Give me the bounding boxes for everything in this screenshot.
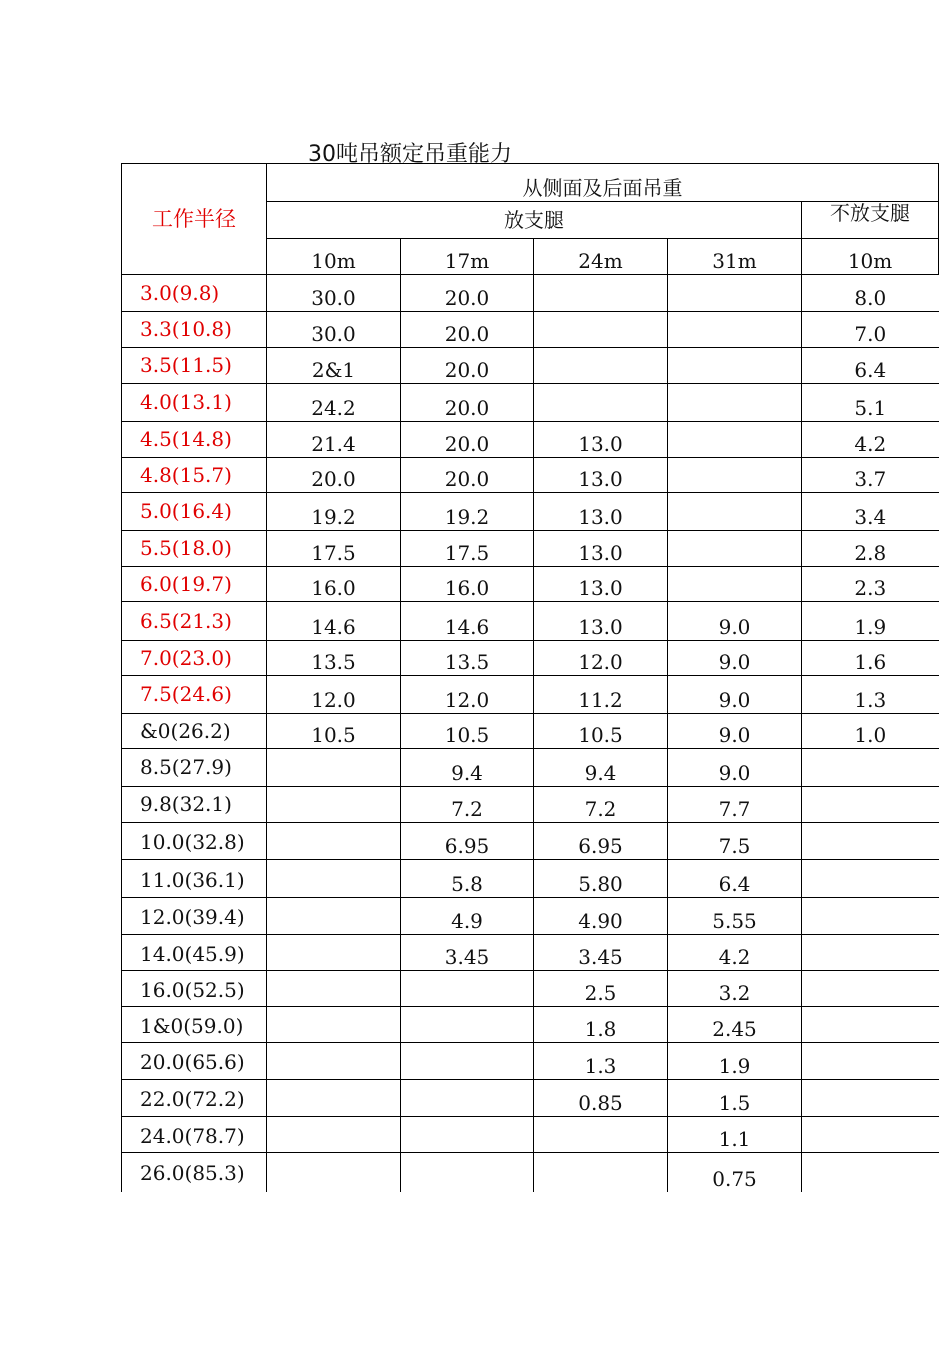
capacity-cell: 9.0 [668,714,802,749]
capacity-cell: 12.0 [267,676,401,714]
capacity-cell: 14.6 [267,602,401,641]
table-row [122,312,939,348]
capacity-cell: 4.9 [401,898,534,935]
radius-cell [122,935,267,971]
capacity-cell [267,1153,401,1192]
capacity-cell [401,971,534,1007]
capacity-cell [668,312,802,348]
capacity-cell: 5.8 [401,860,534,898]
radius-cell [122,275,267,312]
radius-cell [122,384,267,422]
capacity-cell [802,860,939,898]
boom-length-24m: 24m [534,239,668,275]
capacity-cell: 2.8 [802,531,939,567]
capacity-cell: 5.80 [534,860,668,898]
radius-cell [122,422,267,458]
radius-value: 8.5(27.9) [140,755,232,779]
lift-direction-header: 从侧面及后面吊重 [267,164,939,202]
capacity-cell [267,971,401,1007]
radius-cell [122,971,267,1007]
capacity-cell [802,749,939,787]
radius-value: 20.0(65.6) [140,1050,245,1074]
capacity-cell: 13.5 [401,641,534,676]
capacity-cell: 9.4 [534,749,668,787]
capacity-cell [401,1007,534,1043]
radius-value: 12.0(39.4) [140,905,245,929]
capacity-cell: 9.0 [668,602,802,641]
capacity-cell: 20.0 [267,458,401,493]
capacity-cell: 16.0 [267,567,401,602]
capacity-cell: 0.85 [534,1080,668,1117]
capacity-cell [668,531,802,567]
capacity-cell: 12.0 [534,641,668,676]
radius-value: 6.0(19.7) [140,571,232,596]
capacity-cell: 6.4 [802,348,939,384]
table-row [122,860,939,898]
boom-length-10m: 10m [267,239,401,275]
capacity-cell: 3.45 [534,935,668,971]
capacity-cell [802,823,939,860]
boom-length-17m: 17m [401,239,534,275]
capacity-cell: 10.5 [534,714,668,749]
capacity-cell [401,1117,534,1153]
capacity-cell: 6.95 [401,823,534,860]
capacity-cell: 5.1 [802,384,939,422]
table-row [122,531,939,567]
capacity-cell [267,860,401,898]
capacity-cell: 17.5 [401,531,534,567]
capacity-cell: 10.5 [401,714,534,749]
table-row [122,971,939,1007]
capacity-cell [802,971,939,1007]
radius-cell [122,531,267,567]
capacity-cell [802,935,939,971]
capacity-cell: 19.2 [401,493,534,531]
capacity-cell: 13.0 [534,458,668,493]
radius-cell [122,1117,267,1153]
capacity-cell [267,935,401,971]
radius-value: &0(26.2) [140,718,231,743]
capacity-cell: 21.4 [267,422,401,458]
capacity-cell [668,458,802,493]
no-outrigger-header: 不放支腿 [802,202,939,239]
capacity-cell: 20.0 [401,422,534,458]
radius-cell [122,714,267,749]
capacity-cell [802,787,939,823]
radius-value: 26.0(85.3) [140,1161,245,1186]
capacity-cell [668,493,802,531]
capacity-cell: 30.0 [267,275,401,312]
capacity-cell: 13.0 [534,493,668,531]
radius-value: 14.0(45.9) [140,941,245,966]
radius-value: 11.0(36.1) [140,867,245,892]
capacity-cell: 2.5 [534,971,668,1007]
radius-value: 7.5(24.6) [140,682,232,706]
radius-cell [122,898,267,935]
capacity-cell: 9.0 [668,676,802,714]
capacity-cell: 2.45 [668,1007,802,1043]
capacity-cell [534,312,668,348]
capacity-cell: 20.0 [401,458,534,493]
radius-value: 1&0(59.0) [140,1013,244,1038]
capacity-cell [802,1080,939,1117]
capacity-cell: 9.0 [668,641,802,676]
radius-value: 7.0(23.0) [140,645,232,670]
capacity-cell: 14.6 [401,602,534,641]
radius-value: 5.0(16.4) [140,499,232,523]
capacity-cell: 2.3 [802,567,939,602]
capacity-cell [534,275,668,312]
capacity-cell: 13.5 [267,641,401,676]
table-row [122,1007,939,1043]
capacity-cell [668,384,802,422]
capacity-cell: 16.0 [401,567,534,602]
radius-cell [122,493,267,531]
capacity-cell [534,1153,668,1192]
table-row [122,384,939,422]
table-row [122,1117,939,1153]
capacity-cell [401,1043,534,1080]
radius-cell [122,567,267,602]
capacity-cell [267,1007,401,1043]
radius-value: 4.5(14.8) [140,427,232,451]
capacity-cell [267,1117,401,1153]
document-title: 30吨吊额定吊重能力 [308,142,512,164]
capacity-cell: 7.2 [534,787,668,823]
radius-cell [122,1153,267,1192]
radius-value: 16.0(52.5) [140,977,245,1002]
capacity-cell: 7.5 [668,823,802,860]
radius-value: 3.0(9.8) [140,280,220,305]
capacity-cell: 3.2 [668,971,802,1007]
capacity-cell: 20.0 [401,384,534,422]
capacity-cell: 3.4 [802,493,939,531]
capacity-cell: 11.2 [534,676,668,714]
capacity-cell: 10.5 [267,714,401,749]
capacity-cell: 2&1 [267,348,401,384]
table-row [122,823,939,860]
table-row [122,458,939,493]
capacity-cell [401,1080,534,1117]
table-row [122,1043,939,1080]
capacity-cell: 1.5 [668,1080,802,1117]
table-row [122,1153,939,1192]
capacity-cell: 3.7 [802,458,939,493]
capacity-cell: 20.0 [401,348,534,384]
radius-value: 4.0(13.1) [140,390,232,414]
capacity-cell [534,348,668,384]
capacity-cell: 7.7 [668,787,802,823]
table-row [122,935,939,971]
table-row [122,714,939,749]
capacity-cell: 4.90 [534,898,668,935]
radius-cell [122,641,267,676]
capacity-cell: 1.0 [802,714,939,749]
capacity-cell: 3.45 [401,935,534,971]
radius-header: 工作半径 [122,164,267,275]
capacity-cell: 30.0 [267,312,401,348]
table-row [122,1080,939,1117]
radius-value: 5.5(18.0) [140,536,232,560]
radius-value: 3.5(11.5) [140,353,232,377]
capacity-cell: 13.0 [534,602,668,641]
capacity-cell [668,422,802,458]
capacity-cell: 7.0 [802,312,939,348]
capacity-cell: 17.5 [267,531,401,567]
capacity-cell: 6.4 [668,860,802,898]
capacity-cell [267,787,401,823]
radius-value: 4.8(15.7) [140,462,232,487]
radius-value: 22.0(72.2) [140,1087,245,1111]
capacity-cell: 9.4 [401,749,534,787]
capacity-cell: 4.2 [668,935,802,971]
radius-cell [122,860,267,898]
crane-capacity-table [121,163,939,1192]
capacity-cell: 1.6 [802,641,939,676]
capacity-cell [802,1117,939,1153]
radius-value: 3.3(10.8) [140,317,232,341]
capacity-cell: 8.0 [802,275,939,312]
table-row [122,567,939,602]
capacity-cell [668,348,802,384]
capacity-cell: 7.2 [401,787,534,823]
table-row [122,676,939,714]
outrigger-header: 放支腿 [267,202,802,239]
capacity-cell: 1.9 [668,1043,802,1080]
capacity-cell: 9.0 [668,749,802,787]
capacity-cell: 1.8 [534,1007,668,1043]
capacity-cell [267,749,401,787]
radius-cell [122,348,267,384]
capacity-cell: 24.2 [267,384,401,422]
table-row [122,348,939,384]
radius-cell [122,676,267,714]
capacity-cell: 13.0 [534,567,668,602]
table-row [122,641,939,676]
capacity-cell [267,823,401,860]
radius-value: 9.8(32.1) [140,792,232,816]
radius-cell [122,823,267,860]
radius-cell [122,749,267,787]
capacity-cell [267,1043,401,1080]
capacity-cell: 0.75 [668,1153,802,1192]
capacity-cell: 20.0 [401,275,534,312]
capacity-cell: 5.55 [668,898,802,935]
radius-cell [122,312,267,348]
capacity-cell [802,1007,939,1043]
radius-cell [122,1080,267,1117]
capacity-cell [267,898,401,935]
capacity-cell [534,384,668,422]
capacity-cell [668,567,802,602]
capacity-cell: 19.2 [267,493,401,531]
capacity-cell: 1.3 [802,676,939,714]
capacity-cell: 13.0 [534,531,668,567]
radius-value: 24.0(78.7) [140,1123,245,1148]
radius-cell [122,787,267,823]
capacity-cell [802,898,939,935]
boom-length-10m-no-outrigger: 10m [802,239,939,275]
capacity-cell [802,1153,939,1192]
table-row [122,275,939,312]
radius-cell [122,458,267,493]
table-row [122,749,939,787]
radius-cell [122,602,267,641]
capacity-cell [267,1080,401,1117]
capacity-cell: 6.95 [534,823,668,860]
capacity-cell [668,275,802,312]
capacity-cell [401,1153,534,1192]
radius-cell [122,1007,267,1043]
radius-cell [122,1043,267,1080]
capacity-cell [534,1117,668,1153]
table-row [122,602,939,641]
radius-value: 6.5(21.3) [140,608,232,633]
capacity-cell [802,1043,939,1080]
capacity-cell: 12.0 [401,676,534,714]
table-row [122,493,939,531]
capacity-cell: 1.1 [668,1117,802,1153]
capacity-cell: 1.9 [802,602,939,641]
table-row [122,787,939,823]
boom-length-31m: 31m [668,239,802,275]
capacity-cell: 1.3 [534,1043,668,1080]
capacity-cell: 13.0 [534,422,668,458]
table-row [122,898,939,935]
capacity-cell: 20.0 [401,312,534,348]
radius-value: 10.0(32.8) [140,830,245,854]
table-row [122,422,939,458]
capacity-cell: 4.2 [802,422,939,458]
